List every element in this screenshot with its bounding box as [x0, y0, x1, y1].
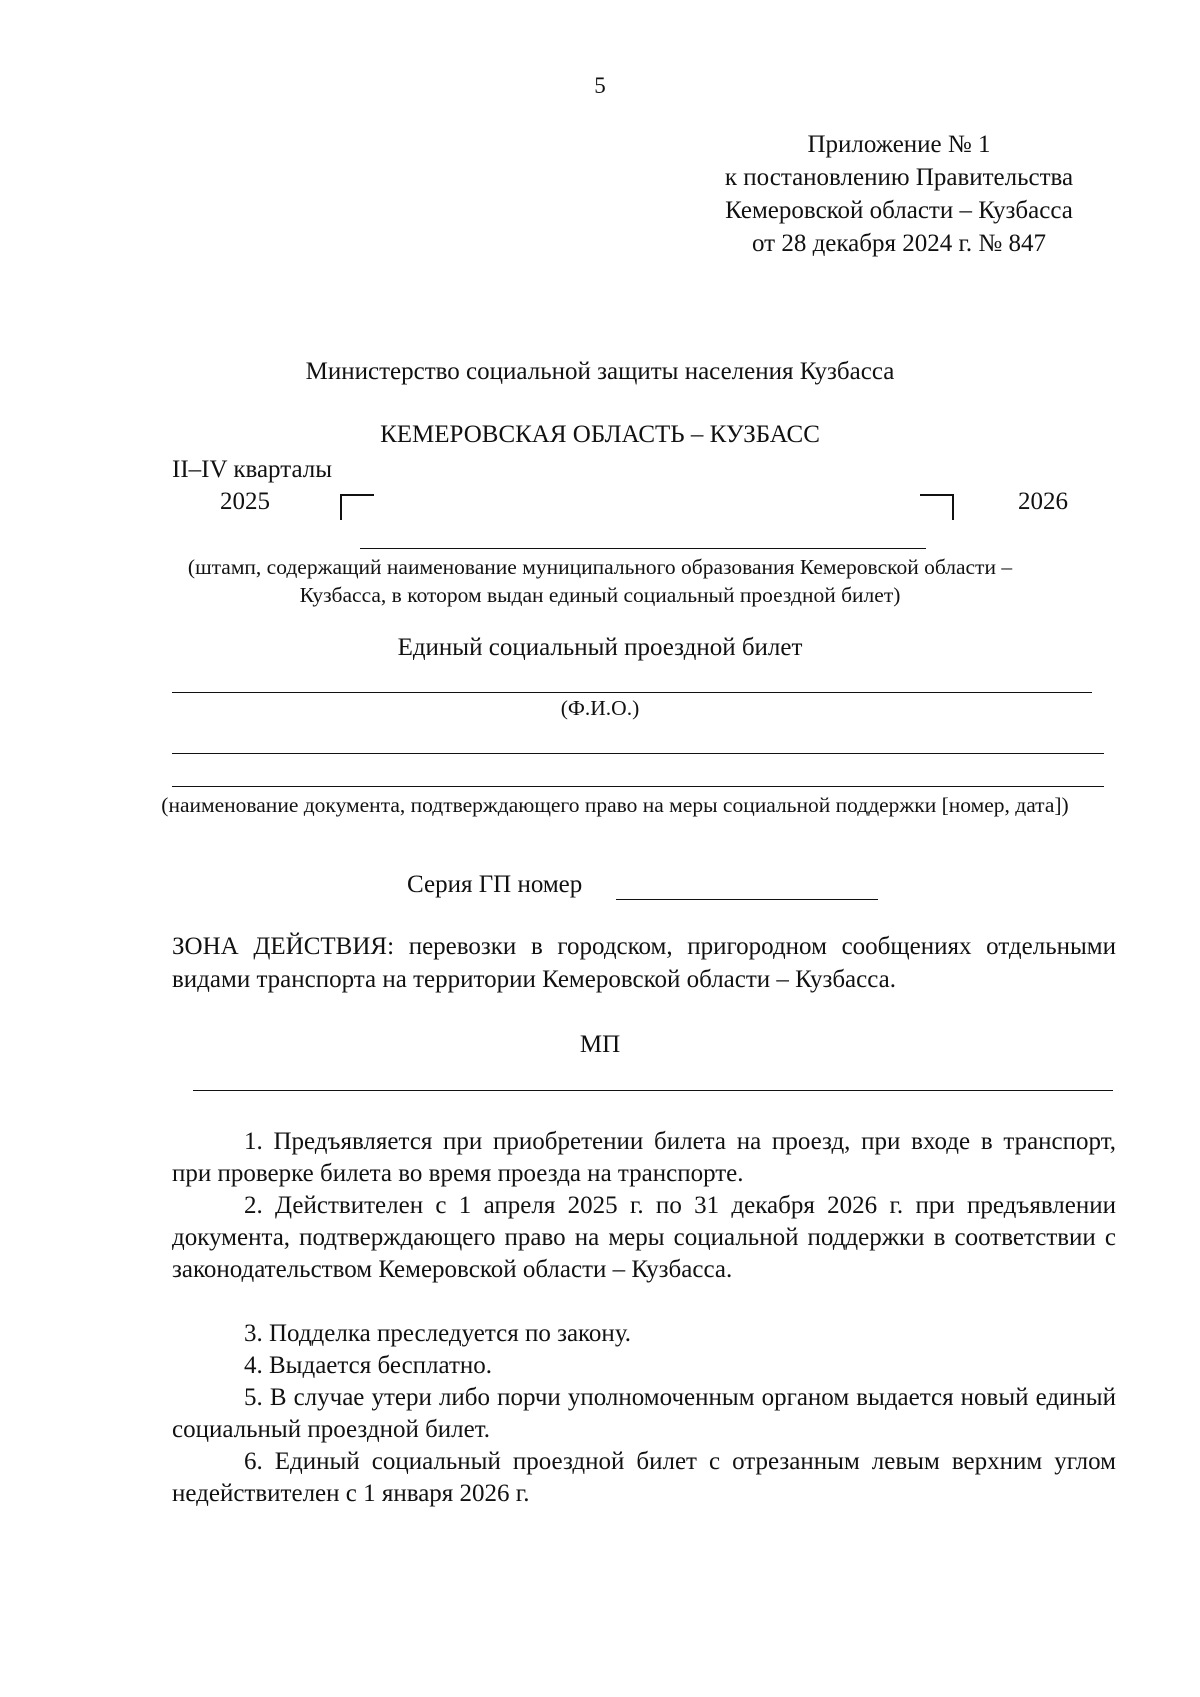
rule-item-4: 4. Выдается бесплатно. — [244, 1352, 493, 1379]
rule-item-2: 2. Действителен с 1 апреля 2025 г. по 31 декабря 2026 г. при предъявлении документа, подтверждающего право на меры социальной поддержки в соответствии с законодательством Кемеровской области – Кузбасса. — [172, 1192, 1116, 1283]
ticket-title: Единый социальный проездной билет — [397, 634, 803, 661]
ministry-title: Министерство социальной защиты населения Кузбасса — [305, 358, 895, 385]
document-field-line-2 — [172, 786, 1104, 787]
region-title: КЕМЕРОВСКАЯ ОБЛАСТЬ – КУЗБАСС — [380, 421, 820, 448]
appendix-line-4: от 28 декабря 2024 г. № 847 — [751, 230, 1047, 257]
fio-field-line — [172, 692, 1092, 693]
stamp-corner-left — [340, 494, 374, 520]
rule-item-5: 5. В случае утери либо порчи уполномоченным органом выдается новый единый социальный проездной билет. — [172, 1384, 1116, 1443]
appendix-header — [666, 128, 1132, 260]
series-number-line — [616, 899, 878, 900]
document-field-line-1 — [172, 753, 1104, 754]
appendix-line-3: Кемеровской области – Кузбасса — [725, 197, 1073, 224]
rule-item-1: 1. Предъявляется при приобретении билета на проезд, при входе в транспорт, при проверке билета во время проезда на транспорте. — [172, 1128, 1116, 1187]
fio-caption: (Ф.И.О.) — [560, 696, 640, 720]
year-end: 2026 — [1018, 488, 1068, 515]
rule-item-3: 3. Подделка преследуется по закону. — [244, 1320, 632, 1347]
appendix-line-2: к постановлению Правительства — [724, 164, 1074, 191]
separator-line — [193, 1090, 1113, 1091]
appendix-line-1: Приложение № 1 — [807, 131, 991, 158]
page-number: 5 — [594, 73, 606, 98]
stamp-corner-right — [920, 494, 954, 520]
seal-label: МП — [579, 1031, 621, 1058]
zone-text: ЗОНА ДЕЙСТВИЯ: перевозки в городском, пригородном сообщениях отдельными видами транспорта на территории Кемеровской области – Кузбасса. — [172, 933, 1116, 993]
stamp-caption: (штамп, содержащий наименование муниципального образования Кемеровской области – Кузбасса, в котором выдан единый социальный проездной билет) — [187, 555, 1013, 607]
series-label: Серия ГП номер — [407, 871, 583, 898]
rule-item-6: 6. Единый социальный проездной билет с отрезанным левым верхним углом недействителен с 1 января 2026 г. — [172, 1448, 1116, 1507]
year-start: 2025 — [220, 488, 270, 515]
quarters-label: II–IV кварталы — [172, 456, 333, 483]
stamp-line — [360, 548, 926, 549]
document-caption: (наименование документа, подтверждающего право на меры социальной поддержки [номер, дата]) — [161, 793, 1069, 817]
